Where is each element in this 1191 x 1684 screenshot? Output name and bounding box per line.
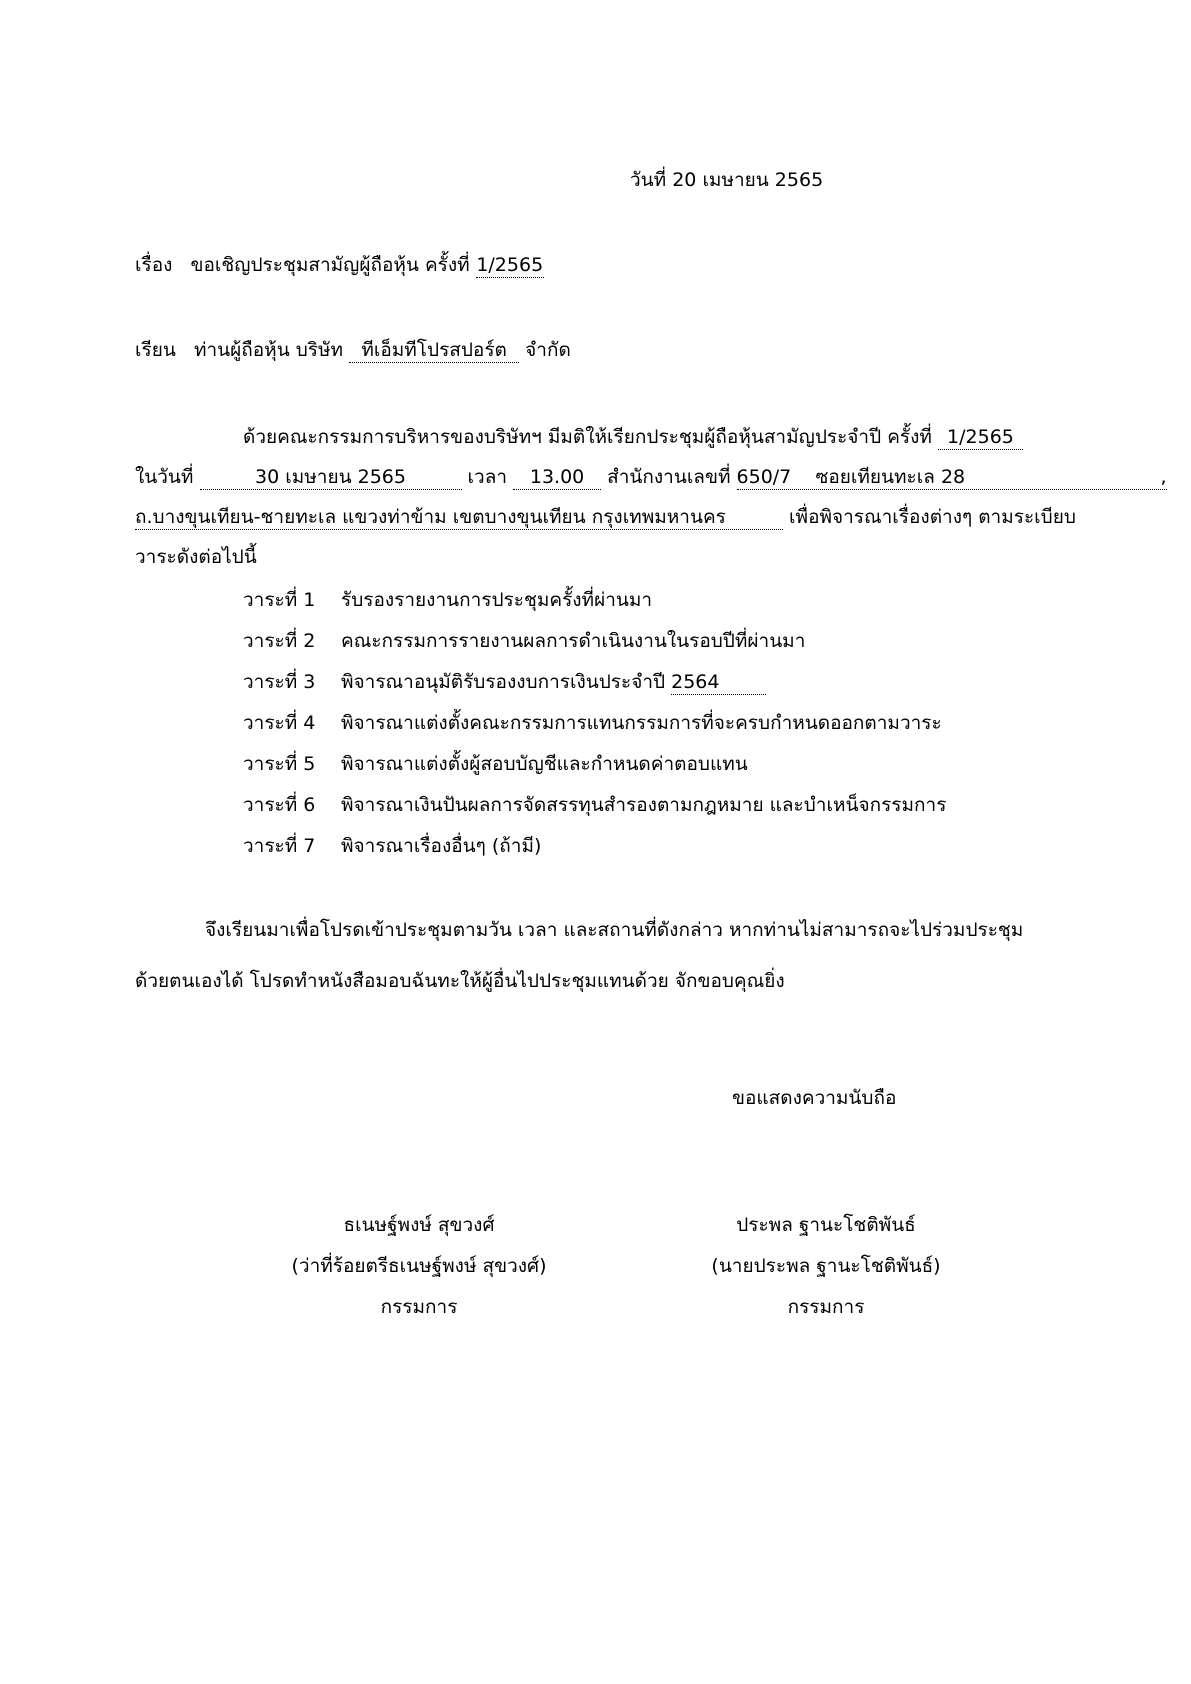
agenda-text: พิจารณาเงินปันผลการจัดสรรทุนสำรองตามกฎหมาย และบำเหน็จกรรมการ [341, 794, 947, 816]
agenda-number: วาระที่ 4 [243, 712, 316, 734]
agenda-item [243, 831, 541, 861]
recipient-label: เรียน [135, 339, 176, 361]
recipient-prefix: ท่านผู้ถือหุ้น บริษัท [193, 339, 344, 361]
closing-line-1: จึงเรียนมาเพื่อโปรดเข้าประชุมตามวัน เวลา และสถานที่ดังกล่าว หากท่านไม่สามารถจะไปร่วมประชุม [205, 919, 1024, 941]
agenda-item [243, 626, 805, 656]
agenda-item [243, 708, 942, 738]
agenda-number: วาระที่ 2 [243, 630, 316, 652]
signatory-1-full-name: (ว่าที่ร้อยตรีธเนษฐ์พงษ์ สุขวงศ์) [291, 1255, 547, 1277]
meeting-time: 13.00 [513, 465, 601, 490]
agenda-number: วาระที่ 3 [243, 671, 316, 693]
recipient-company: ทีเอ็มทีโปรสปอร์ต [349, 338, 519, 363]
on-date-label: ในวันที่ [135, 466, 194, 488]
recipient-suffix: จำกัด [525, 339, 571, 361]
agenda-text: รับรองรายงานการประชุมครั้งที่ผ่านมา [341, 589, 653, 611]
closing-line-2: ด้วยตนเองได้ โปรดทำหนังสือมอบฉันทะให้ผู้อื่นไปประชุมแทนด้วย จักขอบคุณยิ่ง [135, 970, 785, 992]
agenda-number: วาระที่ 1 [243, 589, 316, 611]
signatory-1-position: กรรมการ [380, 1296, 458, 1318]
road-address: ถ.บางขุนเทียน-ชายทะเล แขวงท่าข้าม เขตบางขุนเทียน กรุงเทพมหานคร [135, 505, 783, 530]
agenda-item [243, 790, 946, 820]
office-label: สำนักงานเลขที่ [607, 466, 731, 488]
agenda-text: พิจารณาแต่งตั้งคณะกรรมการแทนกรรมการที่จะครบกำหนดออกตามวาระ [341, 712, 942, 734]
agenda-item [243, 749, 748, 779]
agenda-number: วาระที่ 7 [243, 835, 316, 857]
body-meeting-no: 1/2565 [938, 425, 1023, 450]
agenda-number: วาระที่ 5 [243, 753, 316, 775]
subject-line [135, 250, 544, 280]
agenda-item [243, 667, 766, 697]
agenda-text: พิจารณาแต่งตั้งผู้สอบบัญชีและกำหนดค่าตอบแทน [341, 753, 748, 775]
letter-date: วันที่ 20 เมษายน 2565 [630, 169, 824, 191]
agenda-text: พิจารณาอนุมัติรับรองงบการเงินประจำปี [341, 671, 666, 693]
agenda-text: พิจารณาเรื่องอื่นๆ (ถ้ามี) [341, 835, 542, 857]
agenda-number: วาระที่ 6 [243, 794, 316, 816]
body-line-2 [135, 462, 1167, 492]
office-no: 650/7 [736, 466, 792, 488]
address-comma: , [1160, 466, 1167, 488]
agenda-text: คณะกรรมการรายงานผลการดำเนินงานในรอบปีที่ผ่านมา [341, 630, 806, 652]
body-intro: ด้วยคณะกรรมการบริหารของบริษัทฯ มีมติให้เรียกประชุมผู้ถือหุ้นสามัญประจำปี ครั้งที่ [243, 426, 932, 448]
signatory-2-full-name: (นายประพล ฐานะโชติพันธ์) [711, 1255, 941, 1277]
subject-text: ขอเชิญประชุมสามัญผู้ถือหุ้น ครั้งที่ [190, 254, 470, 276]
body-line-1 [243, 422, 1023, 452]
time-label: เวลา [467, 466, 508, 488]
agenda-year-fill: 2564 [671, 670, 766, 695]
signatory-2-position: กรรมการ [787, 1296, 865, 1318]
subject-meeting-no: 1/2565 [476, 254, 544, 276]
subject-label: เรื่อง [135, 254, 173, 276]
regards: ขอแสดงความนับถือ [732, 1087, 897, 1109]
office-address-fill [737, 465, 1167, 490]
soi: ซอยเทียนทะเล 28 [815, 466, 966, 488]
body-line-3 [135, 502, 1076, 532]
purpose: เพื่อพิจารณาเรื่องต่างๆ ตามระเบียบ [789, 506, 1076, 528]
agenda-item [243, 585, 652, 615]
recipient-line [135, 335, 571, 365]
signatory-2-signature: ประพล ฐานะโชติพันธ์ [736, 1214, 916, 1236]
signatory-1-signature: ธเนษฐ์พงษ์ สุขวงศ์ [343, 1214, 495, 1236]
meeting-date: 30 เมษายน 2565 [200, 465, 462, 490]
agenda-intro: วาระดังต่อไปนี้ [135, 546, 257, 568]
